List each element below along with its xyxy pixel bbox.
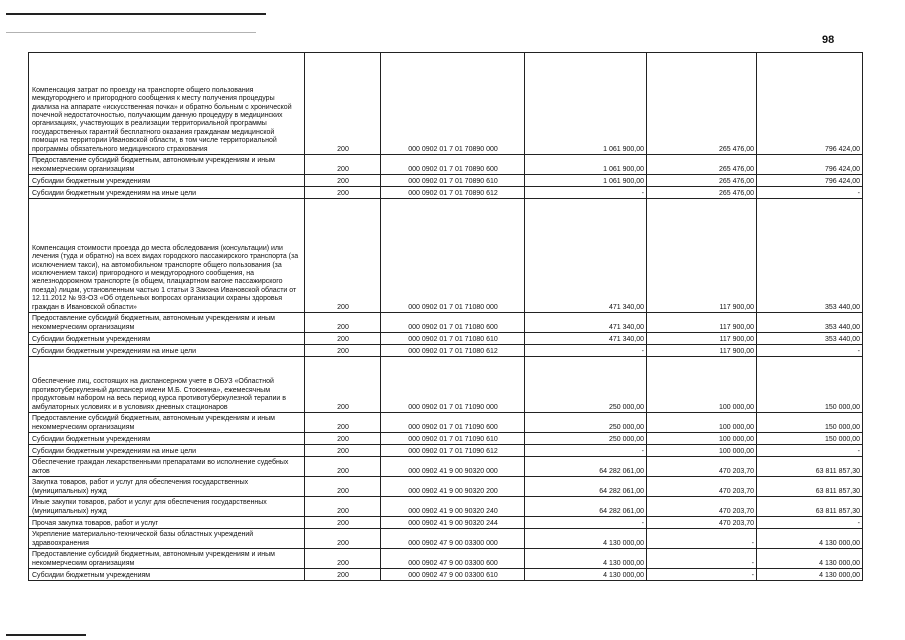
- row-amount-3: 353 440,00: [757, 199, 863, 313]
- row-description: Закупка товаров, работ и услуг для обеспечения государственных (муниципальных) нужд: [29, 477, 305, 497]
- row-amount-1: 1 061 900,00: [525, 155, 647, 175]
- row-amount-1: 64 282 061,00: [525, 497, 647, 517]
- row-code: 200: [305, 529, 381, 549]
- row-description: Субсидии бюджетным учреждениям на иные цели: [29, 445, 305, 457]
- row-description: Субсидии бюджетным учреждениям: [29, 175, 305, 187]
- row-amount-2: 100 000,00: [647, 413, 757, 433]
- row-amount-3: 353 440,00: [757, 333, 863, 345]
- row-amount-2: -: [647, 569, 757, 581]
- row-description: Субсидии бюджетным учреждениям: [29, 333, 305, 345]
- table-row: [29, 175, 863, 187]
- row-code: 200: [305, 345, 381, 357]
- row-code: 200: [305, 445, 381, 457]
- table-row: [29, 445, 863, 457]
- table-row: [29, 549, 863, 569]
- table-row: [29, 187, 863, 199]
- row-description: Укрепление материально-технической базы областных учреждений здравоохранения: [29, 529, 305, 549]
- row-classification-code: 000 0902 41 9 00 90320 000: [381, 457, 525, 477]
- row-amount-2: 265 476,00: [647, 155, 757, 175]
- table-row: [29, 457, 863, 477]
- row-amount-3: 150 000,00: [757, 433, 863, 445]
- scan-artifact-top-line: [6, 13, 266, 15]
- row-amount-1: 250 000,00: [525, 413, 647, 433]
- row-amount-2: -: [647, 549, 757, 569]
- row-classification-code: 000 0902 47 9 00 03300 610: [381, 569, 525, 581]
- row-description: Иные закупки товаров, работ и услуг для обеспечения государственных (муниципальных) нужд: [29, 497, 305, 517]
- row-amount-1: 471 340,00: [525, 333, 647, 345]
- row-code: 200: [305, 569, 381, 581]
- row-amount-3: 4 130 000,00: [757, 569, 863, 581]
- row-amount-3: 796 424,00: [757, 155, 863, 175]
- table-row: [29, 53, 863, 155]
- row-classification-code: 000 0902 01 7 01 71080 600: [381, 313, 525, 333]
- row-amount-2: 100 000,00: [647, 357, 757, 413]
- row-amount-1: 471 340,00: [525, 199, 647, 313]
- row-amount-1: -: [525, 517, 647, 529]
- row-code: 200: [305, 477, 381, 497]
- row-amount-2: 117 900,00: [647, 199, 757, 313]
- row-amount-2: 265 476,00: [647, 53, 757, 155]
- row-code: 200: [305, 457, 381, 477]
- row-amount-3: 63 811 857,30: [757, 477, 863, 497]
- row-classification-code: 000 0902 01 7 01 71080 610: [381, 333, 525, 345]
- row-amount-1: 64 282 061,00: [525, 457, 647, 477]
- page-number: 98: [822, 34, 835, 46]
- row-classification-code: 000 0902 41 9 00 90320 200: [381, 477, 525, 497]
- row-amount-2: 100 000,00: [647, 433, 757, 445]
- row-amount-2: 470 203,70: [647, 497, 757, 517]
- row-classification-code: 000 0902 01 7 01 71090 000: [381, 357, 525, 413]
- row-amount-3: -: [757, 517, 863, 529]
- row-description: Компенсация стоимости проезда до места обследования (консультации) или лечения (туда и обратно) на всех видах городского пассажирского транспорта (за исключением такси), на автомобильном транспорте общего пользования (за исключением такси) пригородного и междугородного сообщения, на железнодорожном транспорте (в общем, плацкартном вагоне пассажирского поезда) лицам, установленным частью 1 статьи 3 Закона Ивановской области от 12.11.2012 № 93-ОЗ «Об отдельных вопросах организации охраны здоровья граждан в Ивановской области»: [29, 199, 305, 313]
- row-classification-code: 000 0902 47 9 00 03300 600: [381, 549, 525, 569]
- row-classification-code: 000 0902 01 7 01 70890 610: [381, 175, 525, 187]
- row-amount-1: -: [525, 187, 647, 199]
- table-row: [29, 333, 863, 345]
- row-amount-1: 471 340,00: [525, 313, 647, 333]
- row-code: 200: [305, 357, 381, 413]
- row-description: Субсидии бюджетным учреждениям: [29, 433, 305, 445]
- row-amount-2: -: [647, 529, 757, 549]
- row-classification-code: 000 0902 01 7 01 70890 612: [381, 187, 525, 199]
- row-amount-2: 265 476,00: [647, 175, 757, 187]
- row-classification-code: 000 0902 47 9 00 03300 000: [381, 529, 525, 549]
- row-amount-3: -: [757, 445, 863, 457]
- row-amount-3: -: [757, 187, 863, 199]
- row-description: Предоставление субсидий бюджетным, автономным учреждениям и иным некоммерческим организациям: [29, 413, 305, 433]
- row-amount-1: 1 061 900,00: [525, 53, 647, 155]
- row-code: 200: [305, 187, 381, 199]
- row-description: Субсидии бюджетным учреждениям на иные цели: [29, 345, 305, 357]
- row-code: 200: [305, 433, 381, 445]
- row-classification-code: 000 0902 01 7 01 71090 612: [381, 445, 525, 457]
- row-classification-code: 000 0902 41 9 00 90320 244: [381, 517, 525, 529]
- row-description: Обеспечение лиц, состоящих на диспансерном учете в ОБУЗ «Областной противотуберкулезный диспансер имени М.Б. Стоюнина», ежемесячным продуктовым набором на весь период курса противотуберкулезной терапии в амбулаторных условиях и в условиях дневных стационаров: [29, 357, 305, 413]
- row-code: 200: [305, 497, 381, 517]
- budget-table: [28, 52, 863, 581]
- row-code: 200: [305, 333, 381, 345]
- row-description: Субсидии бюджетным учреждениям на иные цели: [29, 187, 305, 199]
- row-code: 200: [305, 175, 381, 187]
- row-classification-code: 000 0902 01 7 01 71090 600: [381, 413, 525, 433]
- table-row: [29, 345, 863, 357]
- row-amount-1: -: [525, 445, 647, 457]
- table-row: [29, 357, 863, 413]
- row-classification-code: 000 0902 41 9 00 90320 240: [381, 497, 525, 517]
- row-amount-3: 796 424,00: [757, 53, 863, 155]
- row-code: 200: [305, 313, 381, 333]
- row-amount-2: 117 900,00: [647, 345, 757, 357]
- table-row: [29, 155, 863, 175]
- row-code: 200: [305, 199, 381, 313]
- row-amount-2: 470 203,70: [647, 477, 757, 497]
- row-amount-1: 4 130 000,00: [525, 549, 647, 569]
- row-amount-3: 4 130 000,00: [757, 549, 863, 569]
- row-code: 200: [305, 155, 381, 175]
- table-row: [29, 517, 863, 529]
- row-description: Предоставление субсидий бюджетным, автономным учреждениям и иным некоммерческим организациям: [29, 549, 305, 569]
- row-code: 200: [305, 549, 381, 569]
- row-amount-2: 470 203,70: [647, 517, 757, 529]
- row-amount-3: 63 811 857,30: [757, 457, 863, 477]
- row-amount-2: 117 900,00: [647, 313, 757, 333]
- table-body: [29, 53, 863, 581]
- table-row: [29, 477, 863, 497]
- row-amount-1: 4 130 000,00: [525, 569, 647, 581]
- scan-artifact-bottom-line: [6, 634, 86, 636]
- row-amount-1: 4 130 000,00: [525, 529, 647, 549]
- scan-artifact-dash-line: [6, 32, 256, 33]
- row-code: 200: [305, 413, 381, 433]
- row-description: Обеспечение граждан лекарственными препаратами во исполнение судебных актов: [29, 457, 305, 477]
- row-description: Предоставление субсидий бюджетным, автономным учреждениям и иным некоммерческим организациям: [29, 155, 305, 175]
- table-row: [29, 529, 863, 549]
- table-row: [29, 569, 863, 581]
- row-amount-2: 470 203,70: [647, 457, 757, 477]
- row-description: Предоставление субсидий бюджетным, автономным учреждениям и иным некоммерческим организациям: [29, 313, 305, 333]
- row-description: Субсидии бюджетным учреждениям: [29, 569, 305, 581]
- table-row: [29, 199, 863, 313]
- row-amount-1: 64 282 061,00: [525, 477, 647, 497]
- table-row: [29, 433, 863, 445]
- row-classification-code: 000 0902 01 7 01 71080 612: [381, 345, 525, 357]
- row-amount-3: 353 440,00: [757, 313, 863, 333]
- row-amount-3: 4 130 000,00: [757, 529, 863, 549]
- row-amount-3: 150 000,00: [757, 357, 863, 413]
- row-amount-1: 250 000,00: [525, 433, 647, 445]
- row-amount-3: 796 424,00: [757, 175, 863, 187]
- row-description: Компенсация затрат по проезду на транспорте общего пользования междугороднего и пригородного сообщения к месту получения процедуры диализа на аппарате «искусственная почка» и обратно больным с хронической почечной недостаточностью, получающим данную процедуру в медицинских организациях, участвующих в реализации территориальной программы государственных гарантий бесплатного оказания гражданам медицинской помощи на территории Ивановской области, в том числе территориальной программы обязательного медицинского страхования: [29, 53, 305, 155]
- table-row: [29, 413, 863, 433]
- row-amount-1: -: [525, 345, 647, 357]
- table-row: [29, 313, 863, 333]
- row-classification-code: 000 0902 01 7 01 71090 610: [381, 433, 525, 445]
- row-amount-2: 100 000,00: [647, 445, 757, 457]
- row-amount-3: 150 000,00: [757, 413, 863, 433]
- row-amount-1: 250 000,00: [525, 357, 647, 413]
- row-classification-code: 000 0902 01 7 01 70890 600: [381, 155, 525, 175]
- row-classification-code: 000 0902 01 7 01 71080 000: [381, 199, 525, 313]
- row-amount-2: 117 900,00: [647, 333, 757, 345]
- row-amount-3: -: [757, 345, 863, 357]
- table-row: [29, 497, 863, 517]
- row-classification-code: 000 0902 01 7 01 70890 000: [381, 53, 525, 155]
- row-code: 200: [305, 517, 381, 529]
- row-amount-2: 265 476,00: [647, 187, 757, 199]
- row-description: Прочая закупка товаров, работ и услуг: [29, 517, 305, 529]
- row-amount-3: 63 811 857,30: [757, 497, 863, 517]
- row-amount-1: 1 061 900,00: [525, 175, 647, 187]
- row-code: 200: [305, 53, 381, 155]
